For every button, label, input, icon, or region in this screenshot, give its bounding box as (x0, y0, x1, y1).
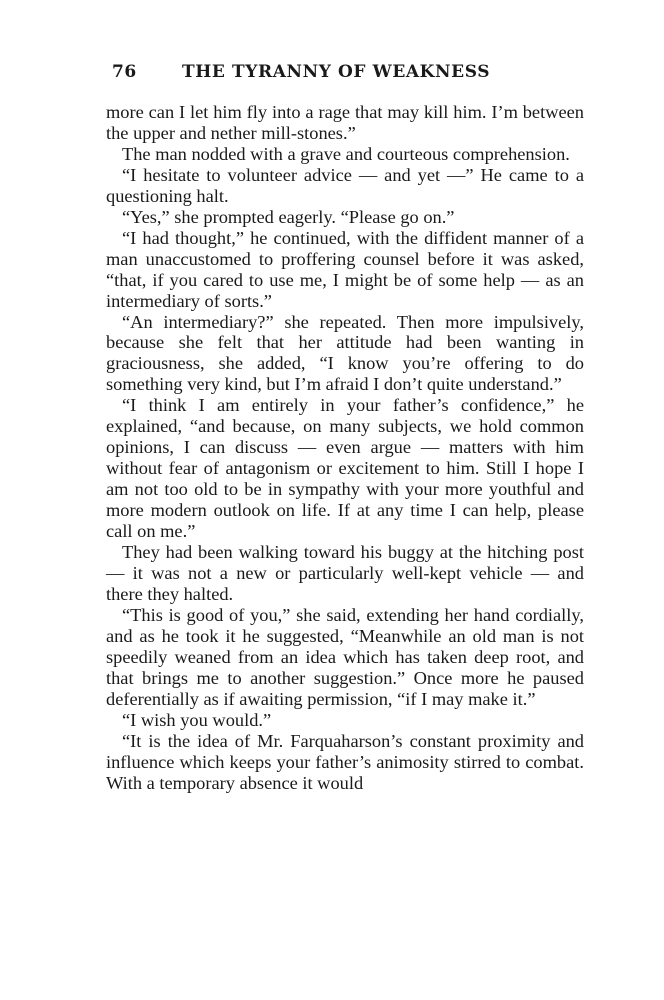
paragraph: “I think I am entirely in your father’s confidence,” he explained, “and because, on many subjects, we hold common opinions, I can discuss — even argue — matters with him without fear of antagonism or excitement to him. Still I hope I am not too old to be in sympathy with your more youthful and more modern outlook on life. If at any time I can help, please call on me.” (106, 395, 584, 542)
page-header (112, 62, 584, 88)
paragraph: “I wish you would.” (122, 709, 272, 730)
page-number: 76 (112, 62, 137, 82)
paragraph: They had been walking toward his buggy at the hitching post — it was not a new or particularly well-kept vehicle — and there they halted. (106, 542, 584, 604)
running-head: THE TYRANNY OF WEAKNESS (182, 62, 491, 82)
body-text (106, 102, 584, 793)
paragraph: “Yes,” she prompted eagerly. “Please go on.” (122, 206, 455, 227)
paragraph: “An intermediary?” she repeated. Then more impulsively, because she felt that her attitude had been wanting in graciousness, she added, “I know you’re offering to do something very kind, but I’m afraid I don’t quite understand.” (106, 311, 584, 395)
paragraph: “This is good of you,” she said, extending her hand cordially, and as he took it he suggested, “Meanwhile an old man is not speedily weaned from an idea which has taken deep root, and that brings me to another suggestion.” Once more he paused deferentially as if awaiting permission, “if I may make it.” (106, 604, 584, 709)
paragraph: “I had thought,” he continued, with the diffident manner of a man unaccustomed to proffering counsel before it was asked, “that, if you cared to use me, I might be of some help — as an intermediary of sorts.” (106, 227, 584, 311)
paragraph: “I hesitate to volunteer advice — and yet —” He came to a questioning halt. (106, 164, 584, 206)
paragraph: “It is the idea of Mr. Farquaharson’s constant proximity and influence which keeps your father’s animosity stirred to combat. With a temporary absence it would (106, 730, 584, 793)
paragraph: The man nodded with a grave and courteous comprehension. (122, 143, 570, 164)
paragraph: more can I let him fly into a rage that may kill him. I’m between the upper and nether mill-stones.” (106, 102, 584, 143)
